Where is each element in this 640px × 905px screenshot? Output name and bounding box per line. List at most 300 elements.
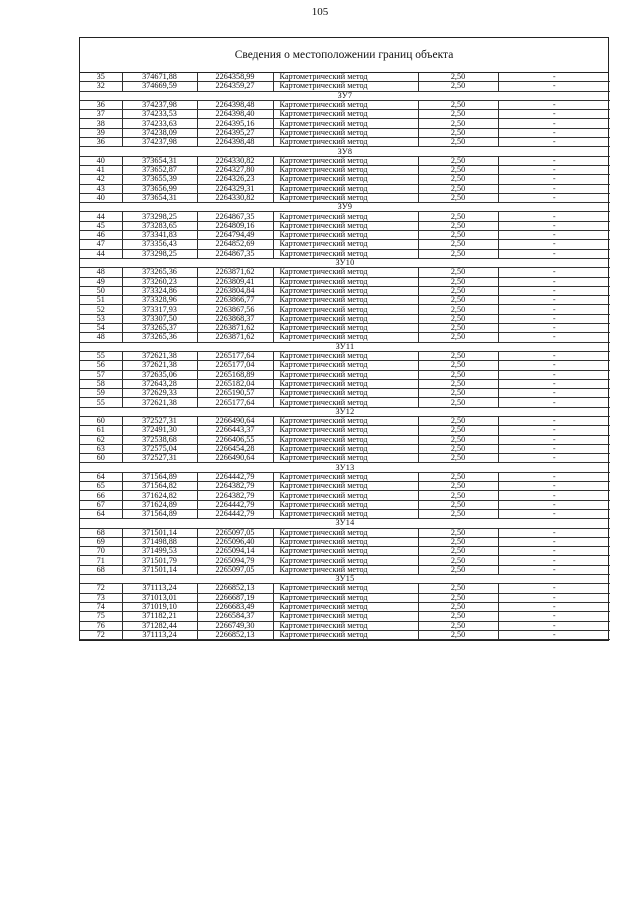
y-coordinate-cell: 2263866,77 (197, 296, 273, 305)
x-coordinate-cell: 371564,89 (122, 509, 197, 518)
method-cell: Картометрический метод (273, 249, 418, 258)
y-coordinate-cell: 2266490,64 (197, 416, 273, 425)
y-coordinate-cell: 2264867,35 (197, 212, 273, 221)
x-coordinate-cell: 373307,50 (122, 314, 197, 323)
method-cell: Картометрический метод (273, 444, 418, 453)
accuracy-cell: 2,50 (418, 509, 498, 518)
accuracy-cell: 2,50 (418, 268, 498, 277)
description-cell: - (498, 221, 610, 230)
accuracy-cell: 2,50 (418, 454, 498, 463)
description-cell: - (498, 547, 610, 556)
x-coordinate-cell: 373655,39 (122, 175, 197, 184)
point-number-cell: 70 (80, 547, 122, 556)
x-coordinate-cell: 372621,38 (122, 398, 197, 407)
method-cell: Картометрический метод (273, 426, 418, 435)
accuracy-cell: 2,50 (418, 314, 498, 323)
method-cell: Картометрический метод (273, 379, 418, 388)
method-cell: Картометрический метод (273, 547, 418, 556)
accuracy-cell: 2,50 (418, 416, 498, 425)
y-coordinate-cell: 2265177,64 (197, 398, 273, 407)
point-number-cell: 63 (80, 444, 122, 453)
parcel-label: ЗУ13 (80, 463, 610, 472)
method-cell: Картометрический метод (273, 435, 418, 444)
point-number-cell: 68 (80, 565, 122, 574)
y-coordinate-cell: 2264809,16 (197, 221, 273, 230)
table-row (80, 324, 610, 333)
description-cell: - (498, 593, 610, 602)
x-coordinate-cell: 373265,37 (122, 324, 197, 333)
parcel-label: ЗУ10 (80, 258, 610, 267)
accuracy-cell: 2,50 (418, 472, 498, 481)
point-number-cell: 40 (80, 193, 122, 202)
accuracy-cell: 2,50 (418, 435, 498, 444)
accuracy-cell: 2,50 (418, 491, 498, 500)
description-cell: - (498, 444, 610, 453)
x-coordinate-cell: 374671,88 (122, 73, 197, 82)
x-coordinate-cell: 373652,87 (122, 165, 197, 174)
table-row (80, 621, 610, 630)
parcel-group-header (80, 463, 610, 472)
x-coordinate-cell: 372527,31 (122, 454, 197, 463)
accuracy-cell: 2,50 (418, 231, 498, 240)
parcel-label: ЗУ12 (80, 407, 610, 416)
x-coordinate-cell: 372491,30 (122, 426, 197, 435)
description-cell: - (498, 454, 610, 463)
point-number-cell: 37 (80, 110, 122, 119)
description-cell: - (498, 612, 610, 621)
accuracy-cell: 2,50 (418, 389, 498, 398)
method-cell: Картометрический метод (273, 314, 418, 323)
y-coordinate-cell: 2264330,82 (197, 193, 273, 202)
y-coordinate-cell: 2266490,64 (197, 454, 273, 463)
y-coordinate-cell: 2264398,40 (197, 110, 273, 119)
method-cell: Картометрический метод (273, 296, 418, 305)
table-row (80, 602, 610, 611)
x-coordinate-cell: 371499,53 (122, 547, 197, 556)
description-cell: - (498, 156, 610, 165)
y-coordinate-cell: 2264330,82 (197, 156, 273, 165)
y-coordinate-cell: 2266683,49 (197, 602, 273, 611)
x-coordinate-cell: 372635,06 (122, 370, 197, 379)
point-number-cell: 36 (80, 138, 122, 147)
x-coordinate-cell: 373265,36 (122, 333, 197, 342)
accuracy-cell: 2,50 (418, 82, 498, 91)
point-number-cell: 72 (80, 630, 122, 639)
point-number-cell: 44 (80, 212, 122, 221)
x-coordinate-cell: 371501,14 (122, 528, 197, 537)
y-coordinate-cell: 2264398,48 (197, 138, 273, 147)
x-coordinate-cell: 373298,25 (122, 212, 197, 221)
method-cell: Картометрический метод (273, 128, 418, 137)
method-cell: Картометрический метод (273, 73, 418, 82)
accuracy-cell: 2,50 (418, 556, 498, 565)
y-coordinate-cell: 2264852,69 (197, 240, 273, 249)
y-coordinate-cell: 2264398,48 (197, 100, 273, 109)
description-cell: - (498, 398, 610, 407)
method-cell: Картометрический метод (273, 333, 418, 342)
y-coordinate-cell: 2263871,62 (197, 324, 273, 333)
description-cell: - (498, 435, 610, 444)
point-number-cell: 40 (80, 156, 122, 165)
x-coordinate-cell: 371501,14 (122, 565, 197, 574)
description-cell: - (498, 212, 610, 221)
method-cell: Картометрический метод (273, 361, 418, 370)
table-row (80, 584, 610, 593)
table-row (80, 435, 610, 444)
method-cell: Картометрический метод (273, 472, 418, 481)
table-row (80, 444, 610, 453)
accuracy-cell: 2,50 (418, 73, 498, 82)
x-coordinate-cell: 371501,79 (122, 556, 197, 565)
point-number-cell: 72 (80, 584, 122, 593)
x-coordinate-cell: 374238,09 (122, 128, 197, 137)
description-cell: - (498, 268, 610, 277)
table-row (80, 612, 610, 621)
accuracy-cell: 2,50 (418, 296, 498, 305)
accuracy-cell: 2,50 (418, 240, 498, 249)
accuracy-cell: 2,50 (418, 444, 498, 453)
x-coordinate-cell: 371019,10 (122, 602, 197, 611)
method-cell: Картометрический метод (273, 482, 418, 491)
table-row (80, 240, 610, 249)
y-coordinate-cell: 2266687,19 (197, 593, 273, 602)
description-cell: - (498, 370, 610, 379)
table-row (80, 221, 610, 230)
point-number-cell: 46 (80, 231, 122, 240)
table-row (80, 509, 610, 518)
method-cell: Картометрический метод (273, 500, 418, 509)
accuracy-cell: 2,50 (418, 612, 498, 621)
x-coordinate-cell: 373324,86 (122, 286, 197, 295)
description-cell: - (498, 138, 610, 147)
x-coordinate-cell: 371113,24 (122, 584, 197, 593)
table-row (80, 212, 610, 221)
method-cell: Картометрический метод (273, 221, 418, 230)
x-coordinate-cell: 372575,04 (122, 444, 197, 453)
y-coordinate-cell: 2263804,84 (197, 286, 273, 295)
method-cell: Картометрический метод (273, 268, 418, 277)
description-cell: - (498, 165, 610, 174)
accuracy-cell: 2,50 (418, 593, 498, 602)
point-number-cell: 48 (80, 333, 122, 342)
method-cell: Картометрический метод (273, 565, 418, 574)
y-coordinate-cell: 2264794,49 (197, 231, 273, 240)
y-coordinate-cell: 2263871,62 (197, 333, 273, 342)
parcel-group-header (80, 519, 610, 528)
y-coordinate-cell: 2266443,37 (197, 426, 273, 435)
table-row (80, 565, 610, 574)
parcel-label: ЗУ11 (80, 342, 610, 351)
method-cell: Картометрический метод (273, 138, 418, 147)
table-row (80, 454, 610, 463)
description-cell: - (498, 100, 610, 109)
accuracy-cell: 2,50 (418, 528, 498, 537)
table-row (80, 231, 610, 240)
x-coordinate-cell: 373265,36 (122, 268, 197, 277)
x-coordinate-cell: 373260,23 (122, 277, 197, 286)
y-coordinate-cell: 2264382,79 (197, 482, 273, 491)
accuracy-cell: 2,50 (418, 547, 498, 556)
y-coordinate-cell: 2265177,64 (197, 351, 273, 360)
y-coordinate-cell: 2265097,05 (197, 565, 273, 574)
x-coordinate-cell: 374237,98 (122, 138, 197, 147)
table-row (80, 547, 610, 556)
table-row (80, 314, 610, 323)
point-number-cell: 69 (80, 537, 122, 546)
description-cell: - (498, 379, 610, 388)
table-row (80, 389, 610, 398)
description-cell: - (498, 537, 610, 546)
table-row (80, 100, 610, 109)
y-coordinate-cell: 2265096,40 (197, 537, 273, 546)
point-number-cell: 60 (80, 416, 122, 425)
table-row (80, 119, 610, 128)
x-coordinate-cell: 373654,31 (122, 156, 197, 165)
description-cell: - (498, 119, 610, 128)
table-row (80, 500, 610, 509)
method-cell: Картометрический метод (273, 593, 418, 602)
y-coordinate-cell: 2265094,79 (197, 556, 273, 565)
description-cell: - (498, 500, 610, 509)
point-number-cell: 57 (80, 370, 122, 379)
description-cell: - (498, 73, 610, 82)
x-coordinate-cell: 372538,68 (122, 435, 197, 444)
table-row (80, 593, 610, 602)
table-row (80, 361, 610, 370)
y-coordinate-cell: 2264395,16 (197, 119, 273, 128)
method-cell: Картометрический метод (273, 277, 418, 286)
point-number-cell: 66 (80, 491, 122, 500)
description-cell: - (498, 249, 610, 258)
description-cell: - (498, 556, 610, 565)
description-cell: - (498, 389, 610, 398)
table-row (80, 491, 610, 500)
method-cell: Картометрический метод (273, 612, 418, 621)
y-coordinate-cell: 2263868,37 (197, 314, 273, 323)
point-number-cell: 59 (80, 389, 122, 398)
description-cell: - (498, 286, 610, 295)
method-cell: Картометрический метод (273, 630, 418, 639)
y-coordinate-cell: 2266749,30 (197, 621, 273, 630)
point-number-cell: 61 (80, 426, 122, 435)
description-cell: - (498, 333, 610, 342)
y-coordinate-cell: 2264359,27 (197, 82, 273, 91)
x-coordinate-cell: 374233,53 (122, 110, 197, 119)
point-number-cell: 38 (80, 119, 122, 128)
method-cell: Картометрический метод (273, 184, 418, 193)
description-cell: - (498, 305, 610, 314)
method-cell: Картометрический метод (273, 231, 418, 240)
x-coordinate-cell: 371498,88 (122, 537, 197, 546)
x-coordinate-cell: 372527,31 (122, 416, 197, 425)
accuracy-cell: 2,50 (418, 621, 498, 630)
point-number-cell: 64 (80, 509, 122, 518)
description-cell: - (498, 482, 610, 491)
point-number-cell: 36 (80, 100, 122, 109)
table-row (80, 426, 610, 435)
y-coordinate-cell: 2264442,79 (197, 472, 273, 481)
point-number-cell: 60 (80, 454, 122, 463)
y-coordinate-cell: 2265097,05 (197, 528, 273, 537)
accuracy-cell: 2,50 (418, 602, 498, 611)
method-cell: Картометрический метод (273, 556, 418, 565)
accuracy-cell: 2,50 (418, 324, 498, 333)
point-number-cell: 42 (80, 175, 122, 184)
method-cell: Картометрический метод (273, 165, 418, 174)
accuracy-cell: 2,50 (418, 630, 498, 639)
method-cell: Картометрический метод (273, 528, 418, 537)
point-number-cell: 62 (80, 435, 122, 444)
method-cell: Картометрический метод (273, 351, 418, 360)
x-coordinate-cell: 373298,25 (122, 249, 197, 258)
accuracy-cell: 2,50 (418, 565, 498, 574)
description-cell: - (498, 193, 610, 202)
table-row (80, 175, 610, 184)
method-cell: Картометрический метод (273, 110, 418, 119)
method-cell: Картометрический метод (273, 100, 418, 109)
x-coordinate-cell: 371113,24 (122, 630, 197, 639)
method-cell: Картометрический метод (273, 119, 418, 128)
method-cell: Картометрический метод (273, 156, 418, 165)
table-row (80, 286, 610, 295)
x-coordinate-cell: 372621,38 (122, 351, 197, 360)
table-row (80, 482, 610, 491)
method-cell: Картометрический метод (273, 602, 418, 611)
method-cell: Картометрический метод (273, 324, 418, 333)
description-cell: - (498, 110, 610, 119)
table-row (80, 398, 610, 407)
page-number: 105 (311, 6, 329, 18)
method-cell: Картометрический метод (273, 175, 418, 184)
description-cell: - (498, 602, 610, 611)
accuracy-cell: 2,50 (418, 584, 498, 593)
table-row (80, 472, 610, 481)
x-coordinate-cell: 373341,83 (122, 231, 197, 240)
accuracy-cell: 2,50 (418, 165, 498, 174)
parcel-group-header (80, 407, 610, 416)
y-coordinate-cell: 2265094,14 (197, 547, 273, 556)
y-coordinate-cell: 2266584,37 (197, 612, 273, 621)
point-number-cell: 44 (80, 249, 122, 258)
y-coordinate-cell: 2264395,27 (197, 128, 273, 137)
accuracy-cell: 2,50 (418, 500, 498, 509)
point-number-cell: 53 (80, 314, 122, 323)
parcel-group-header (80, 203, 610, 212)
accuracy-cell: 2,50 (418, 212, 498, 221)
method-cell: Картометрический метод (273, 621, 418, 630)
parcel-group-header (80, 575, 610, 584)
table-row (80, 156, 610, 165)
description-cell: - (498, 426, 610, 435)
parcel-label: ЗУ15 (80, 575, 610, 584)
document-title: Сведения о местоположении границ объекта (80, 38, 608, 73)
coordinates-table-body (80, 73, 610, 640)
y-coordinate-cell: 2266454,28 (197, 444, 273, 453)
accuracy-cell: 2,50 (418, 482, 498, 491)
table-row (80, 556, 610, 565)
method-cell: Картометрический метод (273, 82, 418, 91)
accuracy-cell: 2,50 (418, 100, 498, 109)
point-number-cell: 35 (80, 73, 122, 82)
description-cell: - (498, 361, 610, 370)
table-row (80, 379, 610, 388)
point-number-cell: 48 (80, 268, 122, 277)
y-coordinate-cell: 2264329,31 (197, 184, 273, 193)
point-number-cell: 73 (80, 593, 122, 602)
table-row (80, 305, 610, 314)
y-coordinate-cell: 2264326,23 (197, 175, 273, 184)
y-coordinate-cell: 2264327,80 (197, 165, 273, 174)
x-coordinate-cell: 371013,01 (122, 593, 197, 602)
method-cell: Картометрический метод (273, 584, 418, 593)
description-cell: - (498, 621, 610, 630)
point-number-cell: 43 (80, 184, 122, 193)
point-number-cell: 74 (80, 602, 122, 611)
table-row (80, 82, 610, 91)
table-row (80, 528, 610, 537)
x-coordinate-cell: 374237,98 (122, 100, 197, 109)
x-coordinate-cell: 371564,82 (122, 482, 197, 491)
method-cell: Картометрический метод (273, 212, 418, 221)
point-number-cell: 76 (80, 621, 122, 630)
method-cell: Картометрический метод (273, 240, 418, 249)
description-cell: - (498, 175, 610, 184)
x-coordinate-cell: 373654,31 (122, 193, 197, 202)
description-cell: - (498, 128, 610, 137)
x-coordinate-cell: 372621,38 (122, 361, 197, 370)
accuracy-cell: 2,50 (418, 398, 498, 407)
y-coordinate-cell: 2265182,04 (197, 379, 273, 388)
point-number-cell: 49 (80, 277, 122, 286)
parcel-label: ЗУ8 (80, 147, 610, 156)
table-row (80, 268, 610, 277)
y-coordinate-cell: 2263867,56 (197, 305, 273, 314)
x-coordinate-cell: 373356,43 (122, 240, 197, 249)
table-row (80, 537, 610, 546)
method-cell: Картометрический метод (273, 416, 418, 425)
x-coordinate-cell: 373328,96 (122, 296, 197, 305)
table-row (80, 351, 610, 360)
table-row (80, 296, 610, 305)
accuracy-cell: 2,50 (418, 537, 498, 546)
y-coordinate-cell: 2263809,41 (197, 277, 273, 286)
description-cell: - (498, 82, 610, 91)
parcel-label: ЗУ9 (80, 203, 610, 212)
parcel-label: ЗУ7 (80, 91, 610, 100)
table-row (80, 138, 610, 147)
x-coordinate-cell: 373283,65 (122, 221, 197, 230)
parcel-label: ЗУ14 (80, 519, 610, 528)
table-row (80, 128, 610, 137)
point-number-cell: 55 (80, 351, 122, 360)
method-cell: Картометрический метод (273, 389, 418, 398)
accuracy-cell: 2,50 (418, 333, 498, 342)
x-coordinate-cell: 372643,28 (122, 379, 197, 388)
x-coordinate-cell: 371624,82 (122, 491, 197, 500)
method-cell: Картометрический метод (273, 193, 418, 202)
table-row (80, 193, 610, 202)
point-number-cell: 45 (80, 221, 122, 230)
accuracy-cell: 2,50 (418, 277, 498, 286)
x-coordinate-cell: 371624,89 (122, 500, 197, 509)
y-coordinate-cell: 2264358,99 (197, 73, 273, 82)
description-cell: - (498, 416, 610, 425)
parcel-group-header (80, 147, 610, 156)
point-number-cell: 32 (80, 82, 122, 91)
description-cell: - (498, 630, 610, 639)
point-number-cell: 58 (80, 379, 122, 388)
point-number-cell: 64 (80, 472, 122, 481)
